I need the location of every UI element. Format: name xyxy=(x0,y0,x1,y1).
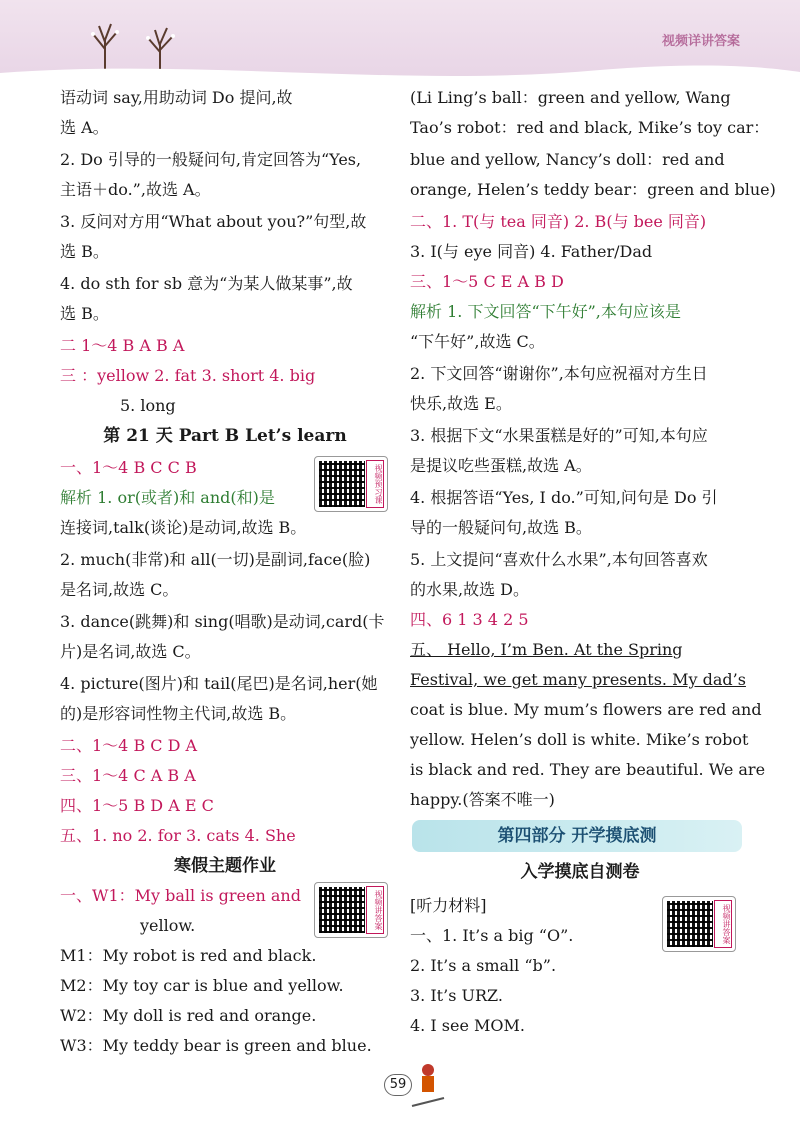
text-line: 5. long xyxy=(120,396,176,415)
qr-label: 视频讲答案 xyxy=(714,900,732,948)
text-line: yellow. xyxy=(140,916,196,935)
part-banner xyxy=(412,820,742,852)
text-line: 选 A。 xyxy=(60,118,109,137)
section-title: 第 21 天 Part B Let’s learn xyxy=(103,426,347,446)
section-line: 三、1～4 C A B A xyxy=(60,766,196,785)
text-line: 4. do sth for sb 意为“为某人做某事”,故 xyxy=(60,274,353,293)
skier-illustration xyxy=(408,1060,448,1110)
text-line: 3. It’s URZ. xyxy=(410,986,503,1005)
text-line: Festival, we get many presents. My dad’s xyxy=(410,670,746,689)
text-line: (Li Ling’s ball：green and yellow, Wang xyxy=(410,88,731,107)
text-line: 2. 下文回答“谢谢你”,本句应祝福对方生日 xyxy=(410,364,708,383)
text-line: 3. 根据下文“水果蛋糕是好的”可知,本句应 xyxy=(410,426,708,445)
text-line: 3. dance(跳舞)和 sing(唱歌)是动词,card(卡 xyxy=(60,612,385,631)
text-line: 选 B。 xyxy=(60,242,109,261)
text-line: 3. 反问对方用“What about you?”句型,故 xyxy=(60,212,367,231)
page-number: 59 xyxy=(384,1074,412,1096)
analysis-line: 解析 1. 下文回答“下午好”,本句应该是 xyxy=(410,302,681,321)
text-line: 语动词 say,用助动词 Do 提问,故 xyxy=(60,88,293,107)
text-line: 2. much(非常)和 all(一切)是副词,face(脸) xyxy=(60,550,371,569)
text-line: 4. picture(图片)和 tail(尾巴)是名词,her(她 xyxy=(60,674,378,693)
page-header xyxy=(0,0,800,80)
text-line: 2. Do 引导的一般疑问句,肯定回答为“Yes, xyxy=(60,150,362,169)
section-title: 寒假主题作业 xyxy=(174,856,276,876)
qr-code-pattern xyxy=(319,887,365,933)
text-line: 4. 根据答语“Yes, I do.”可知,问句是 Do 引 xyxy=(410,488,718,507)
text-line: 片)是名词,故选 C。 xyxy=(60,642,201,661)
header-label: 视频详讲答案 xyxy=(661,34,740,49)
header-wave xyxy=(0,58,800,88)
text-line: coat is blue. My mum’s flowers are red and xyxy=(410,700,762,719)
text-line: 快乐,故选 E。 xyxy=(410,394,512,413)
qr-code[interactable] xyxy=(314,456,388,512)
qr-code[interactable] xyxy=(662,896,736,952)
analysis-line: 解析 1. or(或者)和 and(和)是 xyxy=(60,488,275,507)
text-line: W2：My doll is red and orange. xyxy=(60,1006,317,1025)
text-line: 主语＋do.”,故选 A。 xyxy=(60,180,211,199)
text-line: 连接词,talk(谈论)是动词,故选 B。 xyxy=(60,518,307,537)
text-line: 的水果,故选 D。 xyxy=(410,580,530,599)
text-line: orange, Helen’s teddy bear：green and blue) xyxy=(410,180,776,199)
text-line: 4. I see MOM. xyxy=(410,1016,525,1035)
text-line: 的)是形容词性物主代词,故选 B。 xyxy=(60,704,297,723)
section-line: 二、1～4 B C D A xyxy=(60,736,198,755)
text-line: 选 B。 xyxy=(60,304,109,323)
text-line: happy.(答案不唯一) xyxy=(410,790,555,809)
section-line: 三、1～5 C E A B D xyxy=(410,272,564,291)
qr-code-pattern xyxy=(319,461,365,507)
text-line: Tao’s robot：red and black, Mike’s toy car： xyxy=(410,118,770,137)
text-line: 五、 Hello, I’m Ben. At the Spring xyxy=(410,640,683,659)
qr-code[interactable] xyxy=(314,882,388,938)
section-title: 入学摸底自测卷 xyxy=(520,862,640,882)
section-line: 二 1～4 B A B A xyxy=(60,336,185,355)
section-line: 一、W1：My ball is green and xyxy=(60,886,301,905)
text-line: [听力材料] xyxy=(410,896,487,915)
text-line: “下午好”,故选 C。 xyxy=(410,332,545,351)
text-line: 是名词,故选 C。 xyxy=(60,580,179,599)
section-line: 五、1. no 2. for 3. cats 4. She xyxy=(60,826,296,845)
text-line: 3. I(与 eye 同音) 4. Father/Dad xyxy=(410,242,653,261)
text-line: 是提议吃些蛋糕,故选 A。 xyxy=(410,456,592,475)
section-line: 一、1～4 B C C B xyxy=(60,458,197,477)
text-line: M2：My toy car is blue and yellow. xyxy=(60,976,344,995)
text-line: 2. It’s a small “b”. xyxy=(410,956,557,975)
qr-label: 视频预习课 xyxy=(366,460,384,508)
qr-code-pattern xyxy=(667,901,713,947)
section-line: 四、6 1 3 4 2 5 xyxy=(410,610,529,629)
text-line: blue and yellow, Nancy’s doll：red and xyxy=(410,150,725,169)
text-line: 导的一般疑问句,故选 B。 xyxy=(410,518,592,537)
text-line: M1：My robot is red and black. xyxy=(60,946,317,965)
text-line: is black and red. They are beautiful. We are xyxy=(410,760,766,779)
text-line: 一、1. It’s a big “O”. xyxy=(410,926,574,945)
qr-label: 视频讲答案 xyxy=(366,886,384,934)
text-line: W3：My teddy bear is green and blue. xyxy=(60,1036,372,1055)
text-line: yellow. Helen’s doll is white. Mike’s robot xyxy=(410,730,749,749)
section-line: 三 ：yellow 2. fat 3. short 4. big xyxy=(60,366,316,385)
section-line: 二、1. T(与 tea 同音) 2. B(与 bee 同音) xyxy=(410,212,707,231)
text-line: 5. 上文提问“喜欢什么水果”,本句回答喜欢 xyxy=(410,550,708,569)
banner-text: 第四部分 开学摸底测 xyxy=(497,826,657,846)
section-line: 四、1～5 B D A E C xyxy=(60,796,214,815)
